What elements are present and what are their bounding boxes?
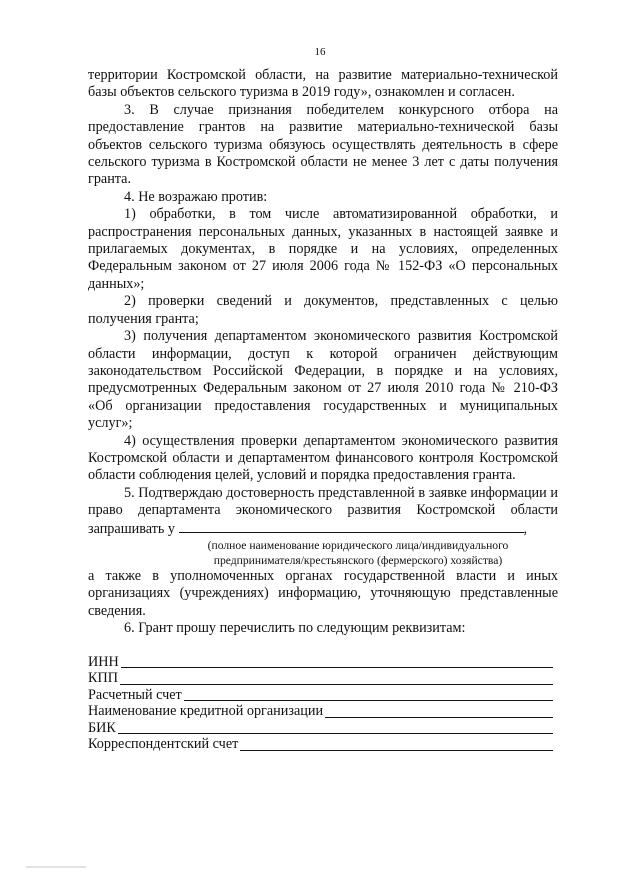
- requisite-bank-row: [88, 704, 553, 721]
- organization-name-caption: (полное наименование юридического лица/индивидуального предпринимателя/крестьянского (фермерского) хозяйства): [207, 538, 509, 567]
- paragraph-4: 4. Не возражаю против:: [124, 188, 268, 205]
- requisite-account-row: [88, 688, 553, 705]
- paragraph-4-item-4: 4) осуществления проверки департаментом экономического развития Костромской области и департаментом финансового контроля Костромской области соблюдения целей, условий и порядка предоставления гранта.: [88, 432, 558, 484]
- paragraph-5-comma: ,: [523, 520, 528, 537]
- paragraph-6: 6. Грант прошу перечислить по следующим реквизитам:: [124, 620, 466, 637]
- page-number: 16: [314, 46, 326, 58]
- spacer: [88, 638, 558, 655]
- requisite-bank-label: Наименование кредитной организации: [88, 703, 324, 720]
- requisite-bik-label: БИК: [88, 719, 116, 736]
- requisite-inn-row: [88, 655, 553, 672]
- paragraph-5-continuation: а также в уполномоченных органах государственной власти и иных организациях (учреждениях) информацию, уточняющую представленные сведения.: [88, 567, 558, 619]
- requisite-bank-field[interactable]: [325, 717, 553, 718]
- paragraph-3: 3. В случае признания победителем конкурсного отбора на предоставление грантов на развитие материально-технической базы объектов сельского туризма обязуюсь осуществлять деятельность в сфере сельского туризма в Костромской области не менее 3 лет с даты получения гранта.: [88, 101, 558, 188]
- paragraph-4-item-3: 3) получения департаментом экономического развития Костромской области информации, доступ к которой ограничен действующим законодательством Российской Федерации, в порядке и на условиях, предусмотренных Федеральным законом от 27 июля 2010 года № 210-ФЗ «Об организации предоставления государственных и муниципальных услуг»;: [88, 328, 558, 432]
- paragraph-4-item-2: 2) проверки сведений и документов, представленных с целью получения гранта;: [88, 293, 558, 327]
- requisite-kpp-row: [88, 671, 553, 688]
- requisite-kpp-label: КПП: [88, 670, 118, 687]
- organization-name-field[interactable]: [179, 520, 524, 533]
- paragraph-5-text: 5. Подтверждаю достоверность представленной в заявке информации и право департамента экономического развития Костромской области запрашивать у: [88, 484, 558, 537]
- requisite-bik-field[interactable]: [118, 733, 553, 734]
- requisite-corr-account-row: [88, 737, 553, 754]
- requisite-bik-row: [88, 721, 553, 738]
- scan-artifact: [26, 866, 86, 868]
- requisite-corr-account-field[interactable]: [240, 750, 553, 751]
- requisite-kpp-field[interactable]: [120, 684, 553, 685]
- requisite-inn-label: ИНН: [88, 653, 119, 670]
- paragraph-4-item-1: 1) обработки, в том числе автоматизированной обработки, и распространения персональных данных, указанных в настоящей заявке и прилагаемых документах, в порядке и на условиях, определенных Федеральным законом от 27 июля 2006 года № 152-ФЗ «О персональных данных»;: [88, 206, 558, 292]
- document-body: [88, 67, 558, 754]
- paragraph-5: [88, 485, 558, 538]
- requisite-account-label: Расчетный счет: [88, 686, 182, 703]
- requisite-account-field[interactable]: [184, 700, 553, 701]
- requisite-corr-account-label: Корреспондентский счет: [88, 736, 239, 753]
- requisite-inn-field[interactable]: [121, 667, 553, 668]
- paragraph-intro-continuation: территории Костромской области, на развитие материально-технической базы объектов сельского туризма в 2019 году», ознакомлен и согласен.: [88, 67, 558, 101]
